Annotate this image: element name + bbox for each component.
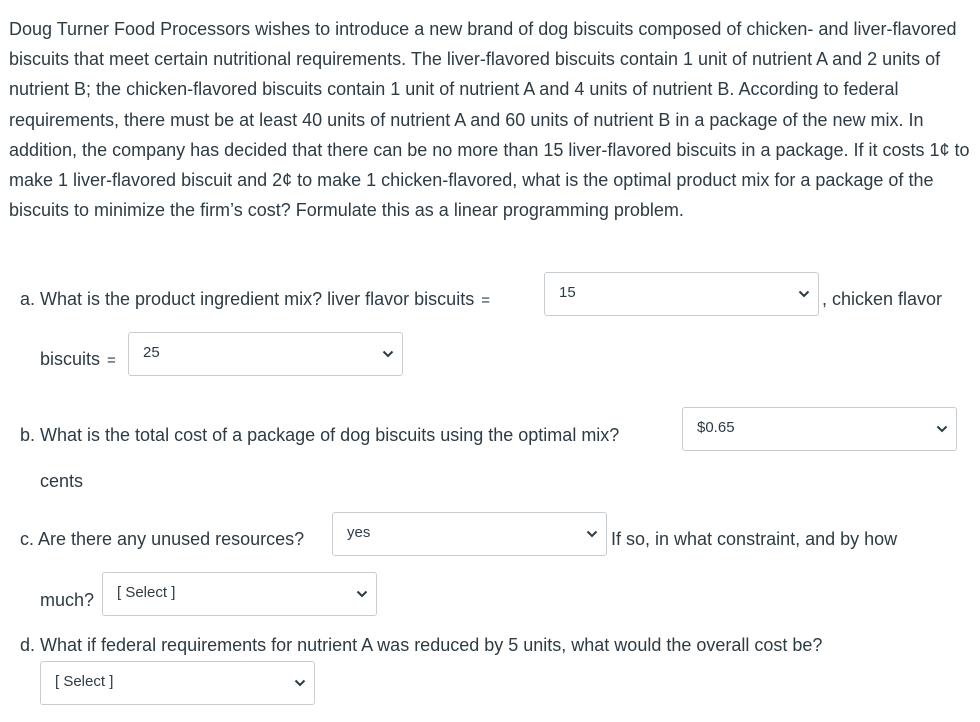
- selected-value: 15: [559, 284, 576, 301]
- question-c-followup: If so, in what constraint, and by how: [611, 529, 898, 549]
- chevron-down-icon: [382, 350, 394, 358]
- equals-sign: =: [107, 352, 116, 369]
- chevron-down-icon: [586, 530, 598, 538]
- question-c-text: c. Are there any unused resources?: [20, 529, 305, 549]
- liver-biscuits-select[interactable]: [544, 272, 819, 316]
- question-a-line2: [40, 347, 116, 373]
- selected-value: [ Select ]: [117, 584, 176, 601]
- cents-label: cents: [40, 471, 84, 491]
- problem-statement: Doug Turner Food Processors wishes to introduce a new brand of dog biscuits composed of chicken- and liver-flavored biscuits that meet certain nutritional requirements. The liver-flavored biscuits contain 1 unit of nutrient A and 2 units of nutrient B; the chicken-flavored biscuits contain 1 unit of nutrient A and 4 units of nutrient B. According to federal requirements, there must be at least 40 units of nutrient A and 60 units of nutrient B in a package of the new mix. In addition, the company has decided that there can be no more than 15 liver-flavored biscuits in a package. If it costs 1¢ to make 1 liver-flavored biscuit and 2¢ to make 1 chicken-flavored, what is the optimal product mix for a package of the biscuits to minimize the firm’s cost? Formulate this as a linear programming problem.: [9, 19, 970, 221]
- chevron-down-icon: [936, 425, 948, 433]
- chevron-down-icon: [356, 590, 368, 598]
- question-d-text: d. What if federal requirements for nutrient A was reduced by 5 units, what would the overall cost be?: [20, 635, 823, 655]
- chicken-biscuits-select[interactable]: [128, 332, 403, 376]
- selected-value: [ Select ]: [55, 673, 114, 690]
- selected-value: 25: [143, 344, 160, 361]
- chicken-flavor-label: , chicken flavor: [822, 289, 943, 309]
- biscuits-label: biscuits: [40, 349, 101, 369]
- constraint-select[interactable]: [102, 572, 377, 616]
- question-b-text: b. What is the total cost of a package of dog biscuits using the optimal mix?: [20, 425, 620, 445]
- question-a-text: [20, 287, 490, 313]
- selected-value: yes: [347, 524, 371, 541]
- chevron-down-icon: [798, 290, 810, 298]
- much-label: much?: [40, 590, 95, 610]
- equals-sign: =: [481, 292, 490, 309]
- chevron-down-icon: [294, 679, 306, 687]
- question-a-label: a. What is the product ingredient mix? liver flavor biscuits: [20, 289, 475, 309]
- reduced-cost-select[interactable]: [40, 661, 315, 705]
- total-cost-select[interactable]: [682, 407, 957, 451]
- unused-resources-select[interactable]: [332, 512, 607, 556]
- selected-value: $0.65: [697, 419, 735, 436]
